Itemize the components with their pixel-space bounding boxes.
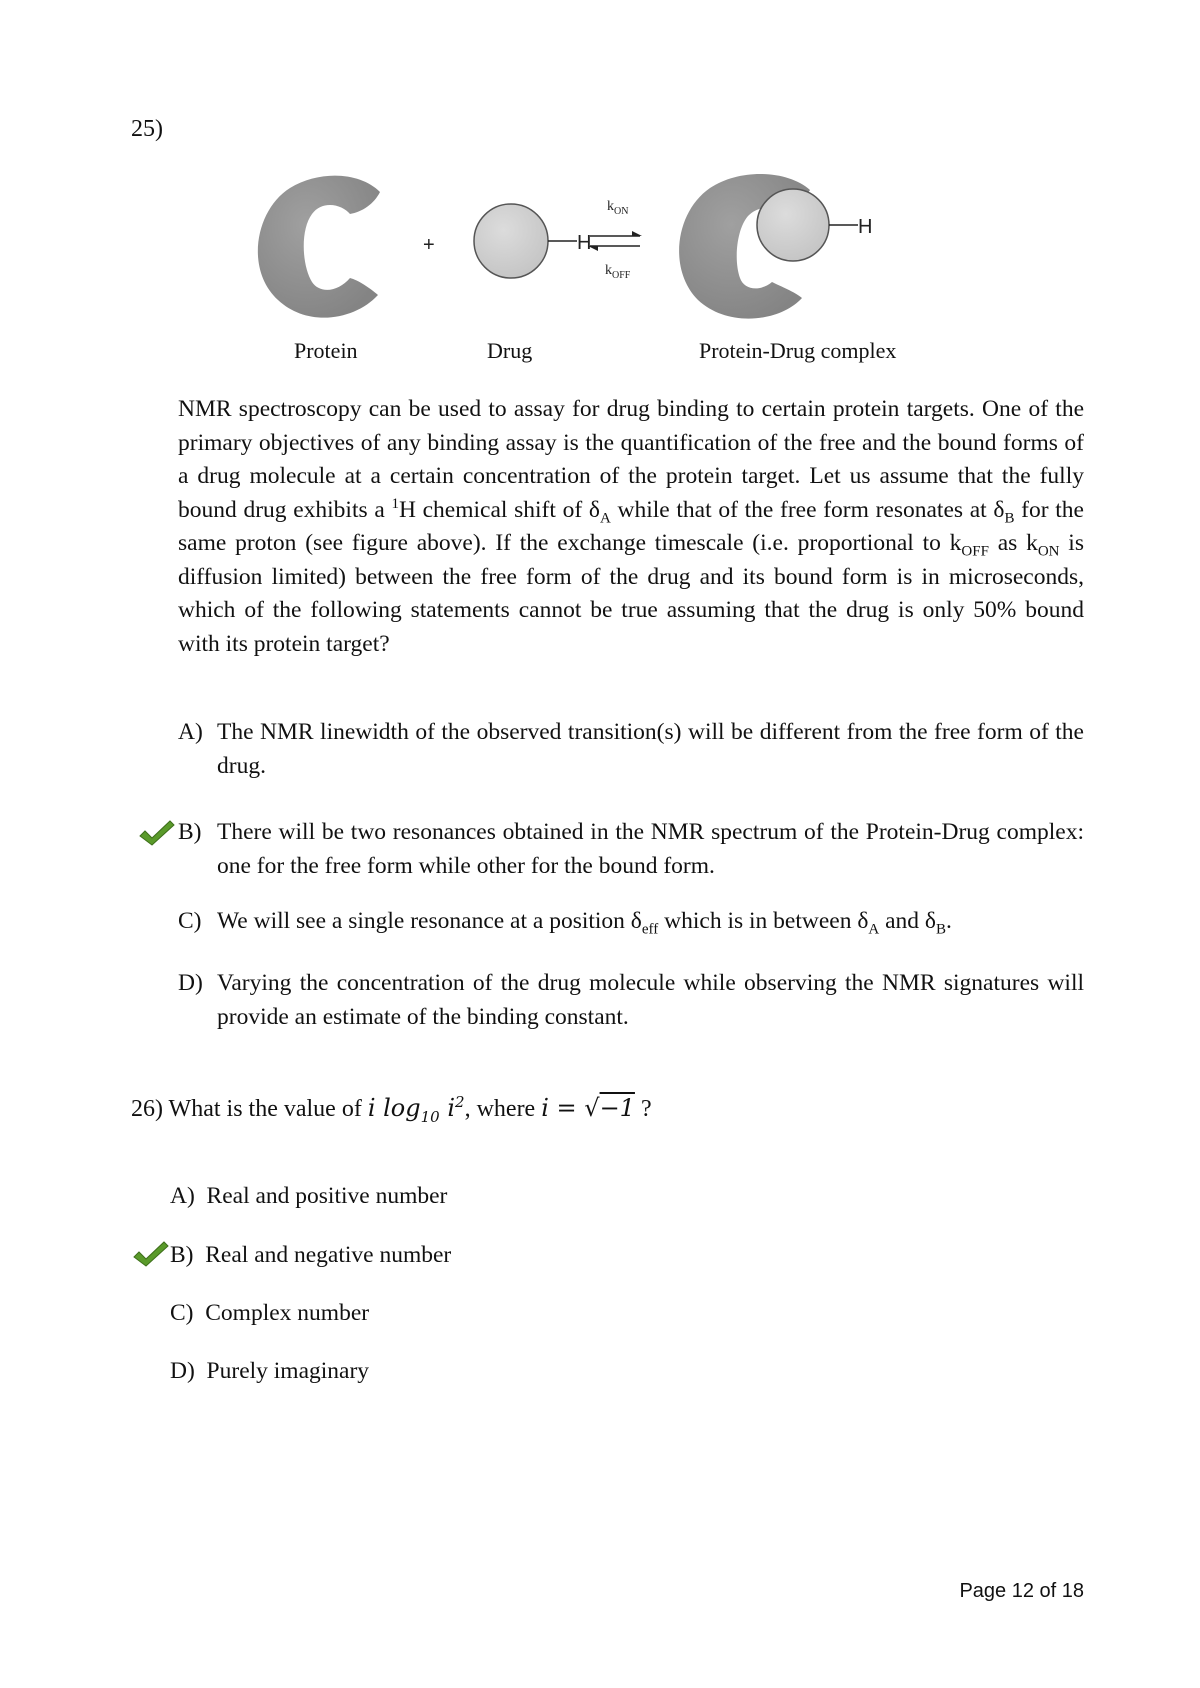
label-drug: Drug xyxy=(487,338,533,363)
plus-sign: + xyxy=(423,234,435,256)
q26-option-c[interactable]: C) Complex number xyxy=(170,1300,370,1326)
complex-h-label: H xyxy=(858,216,873,238)
label-protein: Protein xyxy=(294,338,358,363)
q25-option-c[interactable]: C) We will see a single resonance at a position $\delta_{eff}$ which is in between $\delta_A$ and $\delta_B$. xyxy=(178,908,952,938)
checkmark-icon xyxy=(138,819,176,849)
k-on-label: $k_{ON}$ xyxy=(607,199,629,217)
q26-option-d[interactable]: D) Purely imaginary xyxy=(170,1358,370,1384)
drug-circle xyxy=(474,204,548,278)
page-number: Page 12 of 18 xyxy=(959,1580,1084,1602)
q25-option-d[interactable]: D) Varying the concentration of the drug molecule while observing the NMR signatures will provide an estimate of the binding constant. xyxy=(178,970,1084,1030)
question-number-25: 25) xyxy=(131,116,163,142)
label-complex: Protein-Drug complex xyxy=(699,338,897,363)
binding-figure xyxy=(250,170,970,330)
q26-option-b[interactable]: B) Real and negative number xyxy=(170,1242,452,1268)
complex-drug-circle xyxy=(757,189,829,261)
drug-h-label: H xyxy=(577,232,592,254)
k-off-label: $k_{OFF}$ xyxy=(605,263,631,281)
question-25-text: NMR spectroscopy can be used to assay for drug binding to certain protein targets. One of the primary objectives of any binding assay is the quantification of the free and the bound forms of a drug molecule at a certain concentration of the protein target. Let us assume that the fully bound drug exhibits a $^1$H chemical shift of $\delta_A$ while that of the free form resonates at $\delta_B$ for the same proton (see figure above). If the exchange timescale (i.e. proportional to $k_{OFF}$ as $k_{ON}$ is diffusion limited) between the free form of the drug and its bound form is in microseconds, which of the following statements cannot be true assuming that the drug is only 50% bound with its protein target? xyxy=(178,396,1084,657)
protein-shape xyxy=(258,176,380,318)
q25-option-b[interactable]: B) There will be two resonances obtained in the NMR spectrum of the Protein-Drug complex: one for the free form while other for the bound form. xyxy=(178,819,1084,879)
question-26-text: 26) What is the value of i $\log_{10} i^2$, where i = √−1 ? xyxy=(131,1093,652,1126)
q25-option-a[interactable]: A) The NMR linewidth of the observed transition(s) will be different from the free form of the drug. xyxy=(178,719,1084,779)
q26-option-a[interactable]: A) Real and positive number xyxy=(170,1183,448,1209)
checkmark-icon-2 xyxy=(132,1240,170,1270)
